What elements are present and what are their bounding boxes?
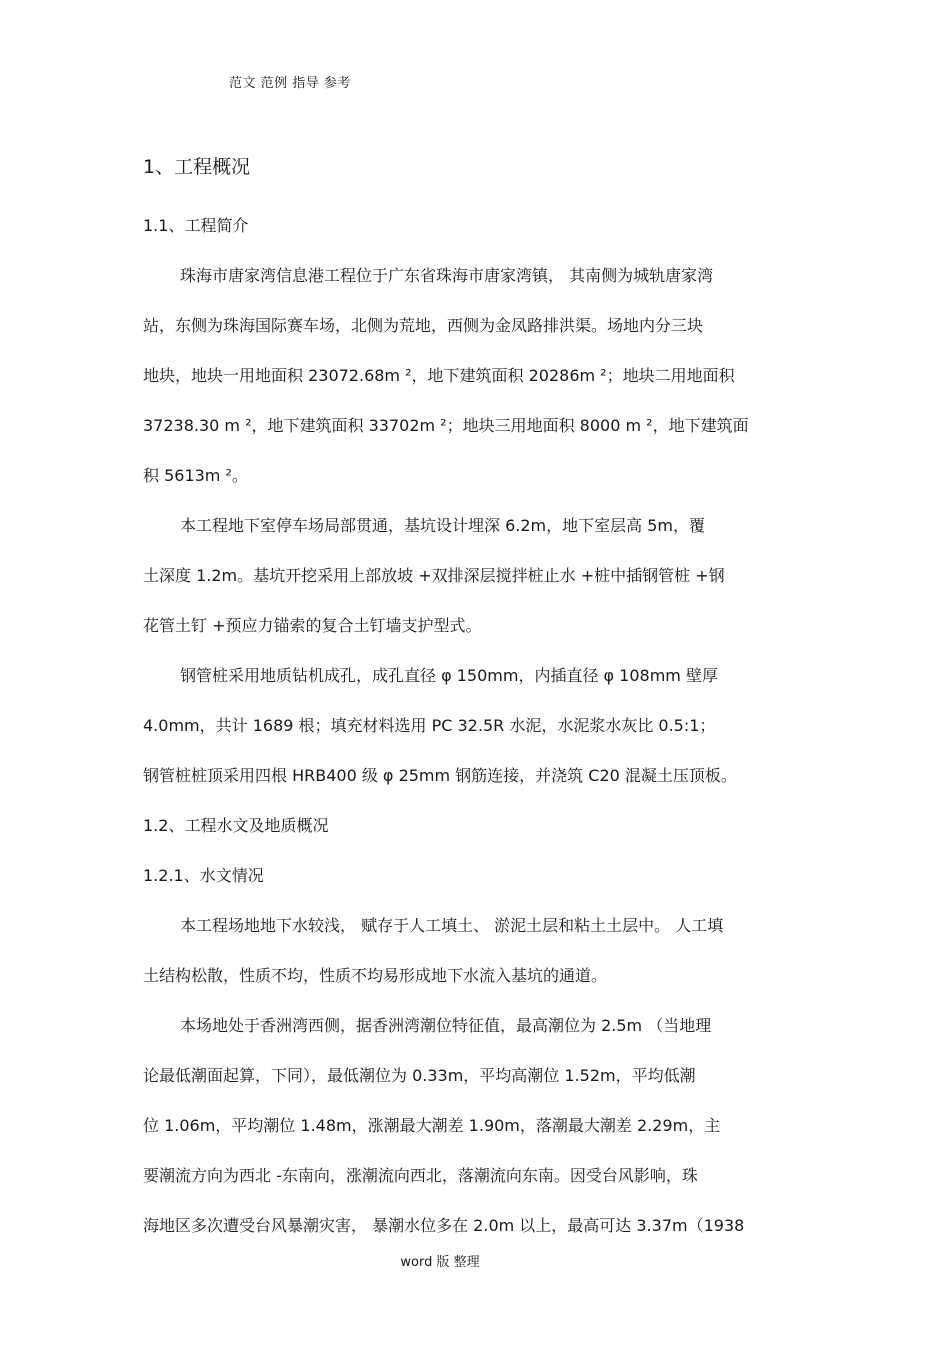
section-heading-1-2: 1.2、工程水文及地质概况	[143, 816, 329, 835]
text-line: 本工程地下室停车场局部贯通，基坑设计埋深 6.2m，地下室层高 5m，覆	[180, 516, 705, 535]
text-line: 本工程场地地下水较浅， 赋存于人工填土、 淤泥土层和粘土土层中。 人工填	[180, 916, 724, 935]
section-heading-1-1: 1.1、工程简介	[143, 216, 249, 235]
page-footer	[0, 1251, 950, 1270]
paragraph-tide	[143, 1001, 808, 1251]
document-body	[143, 150, 808, 1251]
text-line: 4.0mm，共计 1689 根；填充材料选用 PC 32.5R 水泥，水泥浆水灰比 0.5:1；	[143, 716, 716, 735]
text-line: 珠海市唐家湾信息港工程位于广东省珠海市唐家湾镇， 其南侧为城轨唐家湾	[180, 266, 714, 285]
text-line: 本场地处于香洲湾西侧，据香洲湾潮位特征值，最高潮位为 2.5m （当地理	[180, 1016, 712, 1035]
text-line: 位 1.06m，平均潮位 1.48m，涨潮最大潮差 1.90m，落潮最大潮差 2.29m，主	[143, 1116, 721, 1135]
text-line: 要潮流方向为西北 -东南向，涨潮流向西北，落潮流向东南。因受台风影响，珠	[143, 1166, 698, 1185]
page-header: 范文 范例 指导 参考	[229, 76, 351, 91]
text-line: 地块，地块一用地面积 23072.68m ²，地下建筑面积 20286m ²；地块二用地面积	[143, 366, 735, 385]
paragraph-excavation	[143, 501, 808, 651]
paragraph-groundwater	[143, 901, 808, 1001]
text-line: 土结构松散，性质不均，性质不均易形成地下水流入基坑的通道。	[143, 966, 608, 985]
section-heading-1-2-1: 1.2.1、水文情况	[143, 866, 264, 885]
section-heading-1: 1、工程概况	[143, 156, 251, 178]
text-line: 积 5613m ²。	[143, 466, 248, 485]
text-line: 站，东侧为珠海国际赛车场，北侧为荒地，西侧为金凤路排洪渠。场地内分三块	[143, 316, 704, 335]
text-line: 海地区多次遭受台风暴潮灾害， 暴潮水位多在 2.0m 以上，最高可达 3.37m（1938	[143, 1216, 745, 1235]
text-line: 37238.30 m ²，地下建筑面积 33702m ²；地块三用地面积 8000 m ²，地下建筑面	[143, 416, 749, 435]
paragraph-project-intro	[143, 251, 808, 501]
text-line: 花管土钉 +预应力锚索的复合土钉墙支护型式。	[143, 616, 482, 635]
footer-text: word 版 整理	[400, 1255, 480, 1270]
paragraph-steel-pipe-pile	[143, 651, 808, 801]
text-line: 钢管桩采用地质钻机成孔，成孔直径 φ 150mm，内插直径 φ 108mm 壁厚	[180, 666, 718, 685]
text-line: 土深度 1.2m。基坑开挖采用上部放坡 +双排深层搅拌桩止水 +桩中插钢管桩 +钢	[143, 566, 725, 585]
text-line: 论最低潮面起算，下同），最低潮位为 0.33m，平均高潮位 1.52m，平均低潮	[143, 1066, 696, 1085]
text-line: 钢管桩桩顶采用四根 HRB400 级 φ 25mm 钢筋连接，并浇筑 C20 混凝土压顶板。	[143, 766, 737, 785]
